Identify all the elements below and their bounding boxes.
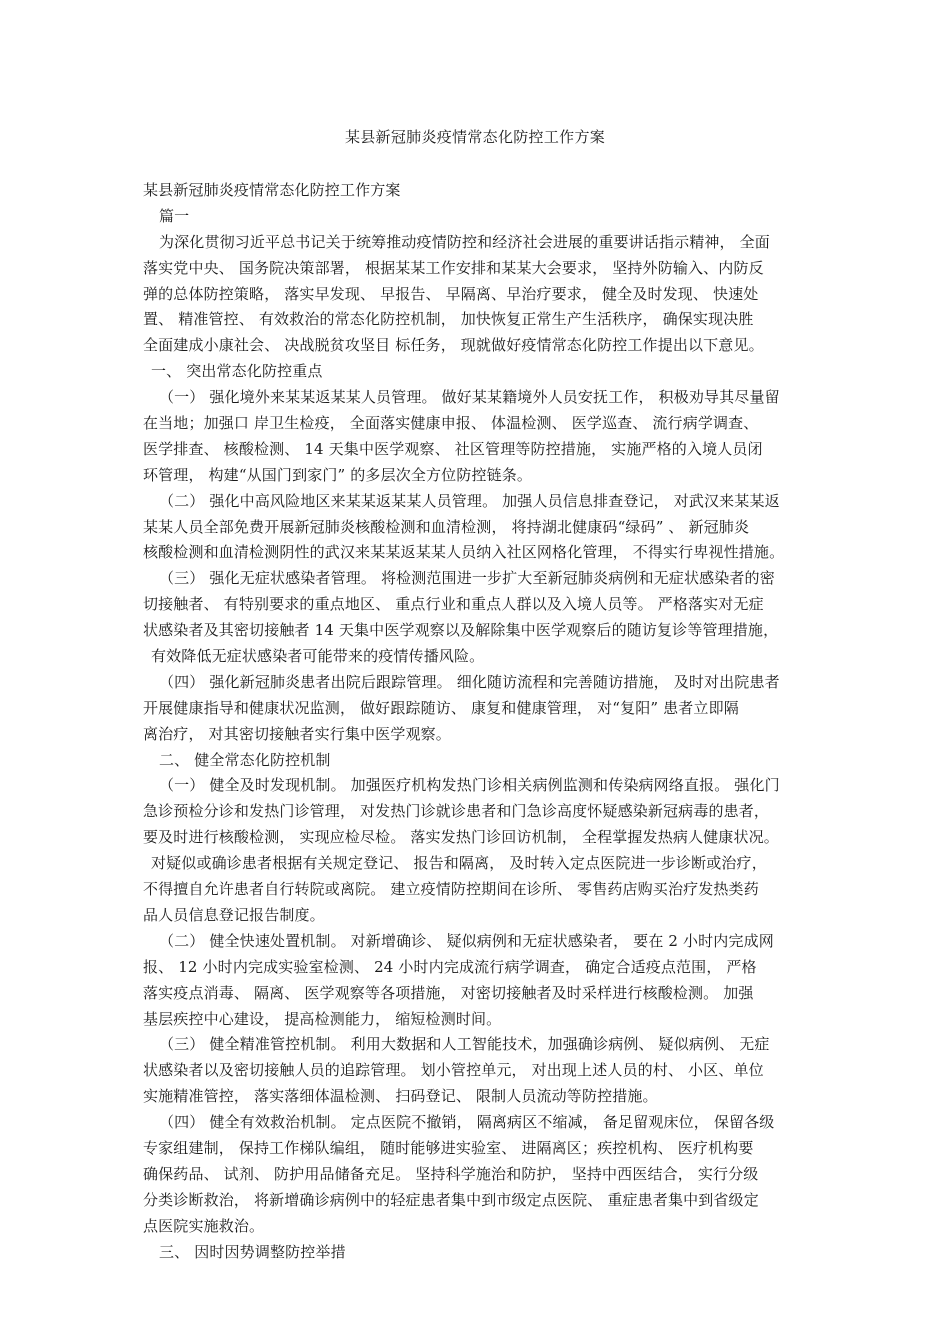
paragraph-line: 开展健康指导和健康状况监测， 做好跟踪随访、 康复和健康管理， 对“复阳” 患者立即隔: [143, 698, 739, 717]
document-title: 某县新冠肺炎疫情常态化防控工作方案: [344, 128, 606, 146]
paragraph-line: 分类诊断救治， 将新增确诊病例中的轻症患者集中到市级定点医院、 重症患者集中到省级定: [143, 1190, 759, 1209]
paragraph-line: 对疑似或确诊患者根据有关规定登记、 报告和隔离， 及时转入定点医院进一步诊断或治疗，: [151, 854, 767, 873]
paragraph-line: 落实党中央、 国务院决策部署， 根据某某工作安排和某某大会要求， 坚持外防输入、内防反: [143, 258, 764, 277]
paragraph-line: 品人员信息登记报告制度。: [143, 905, 325, 924]
section-heading: 二、 健全常态化防控机制: [159, 750, 331, 769]
paragraph-line: （二） 强化中高风险地区来某某返某某人员管理。 加强人员信息排查登记， 对武汉来某某返: [159, 491, 780, 510]
paragraph-line: 状感染者以及密切接触人员的追踪管理。 划小管控单元， 对出现上述人员的村、 小区、单位: [143, 1061, 764, 1080]
section-heading: 三、 因时因势调整防控举措: [159, 1242, 346, 1261]
paragraph-line: （四） 强化新冠肺炎患者出院后跟踪管理。 细化随访流程和完善随访措施， 及时对出院患者: [159, 672, 780, 691]
paragraph-line: 为深化贯彻习近平总书记关于统筹推动疫情防控和经济社会进展的重要讲话指示精神， 全面: [159, 232, 770, 251]
document-subtitle: 某县新冠肺炎疫情常态化防控工作方案: [143, 181, 401, 199]
paragraph-line: 状感染者及其密切接触者 14 天集中医学观察以及解除集中医学观察后的随访复诊等管理措施，: [143, 621, 779, 640]
paragraph-line: 置、 精准管控、 有效救治的常态化防控机制， 加快恢复正常生产生活秩序， 确保实现决胜: [143, 310, 754, 329]
paragraph-line: 专家组建制， 保持工作梯队编组， 随时能够进实验室、 进隔离区；疾控机构、 医疗机构要: [143, 1138, 754, 1157]
document-body: [143, 178, 815, 1265]
paragraph-line: 确保药品、 试剂、 防护用品储备充足。 坚持科学施治和防护， 坚持中西医结合， 实行分级: [143, 1164, 759, 1183]
paragraph-line: （二） 健全快速处置机制。 对新增确诊、 疑似病例和无症状感染者， 要在 2 小时内完成网: [159, 931, 774, 950]
paragraph-line: 急诊预检分诊和发热门诊管理， 对发热门诊就诊患者和门急诊高度怀疑感染新冠病毒的患者，: [143, 802, 770, 821]
paragraph-line: 落实疫点消毒、 隔离、 医学观察等各项措施， 对密切接触者及时采样进行核酸检测。 加强: [143, 983, 754, 1002]
paragraph-line: 实施精准管控， 落实落细体温检测、 扫码登记、 限制人员流动等防控措施。: [143, 1087, 658, 1106]
paragraph-line: 在当地；加强口 岸卫生检疫， 全面落实健康申报、 体温检测、 医学巡查、 流行病学调查、: [143, 414, 759, 433]
paragraph-line: （四） 健全有效救治机制。 定点医院不撤销， 隔离病区不缩减， 备足留观床位， 保留各级: [159, 1113, 775, 1132]
section-heading: 一、 突出常态化防控重点: [151, 362, 323, 381]
paragraph-line: 核酸检测和血清检测阴性的武汉来某某返某某人员纳入社区网格化管理， 不得实行卑视性措施。: [143, 543, 785, 562]
paragraph-line: 全面建成小康社会、 决战脱贫攻坚目 标任务， 现就做好疫情常态化防控工作提出以下意见。: [143, 336, 764, 355]
paragraph-line: 环管理， 构建“从国门到家门” 的多层次全方位防控链条。: [143, 465, 533, 484]
paragraph-line: （三） 强化无症状感染者管理。 将检测范围进一步扩大至新冠肺炎病例和无症状感染者的密: [159, 569, 775, 588]
paragraph-line: 某某人员全部免费开展新冠肺炎核酸检测和血清检测， 将持湖北健康码“绿码” 、 新冠肺炎: [143, 517, 750, 536]
paragraph-line: 不得擅自允许患者自行转院或离院。 建立疫情防控期间在诊所、 零售药店购买治疗发热类药: [143, 880, 759, 899]
paragraph-line: （三） 健全精准管控机制。 利用大数据和人工智能技术，加强确诊病例、 疑似病例、 无症: [159, 1035, 770, 1054]
paragraph-line: 要及时进行核酸检测， 实现应检尽检。 落实发热门诊回访机制， 全程掌握发热病人健康状况。: [143, 828, 779, 847]
section-label: 篇一: [159, 206, 190, 225]
paragraph-line: 切接触者、 有特别要求的重点地区、 重点行业和重点人群以及入境人员等。 严格落实对无症: [143, 595, 764, 614]
paragraph-line: 点医院实施救治。: [143, 1216, 265, 1235]
paragraph-line: （一） 健全及时发现机制。 加强医疗机构发热门诊相关病例监测和传染病网络直报。 强化门: [159, 776, 780, 795]
paragraph-line: （一） 强化境外来某某返某某人员管理。 做好某某籍境外人员安抚工作， 积极劝导其尽量留: [159, 388, 780, 407]
paragraph-line: 离治疗， 对其密切接触者实行集中医学观察。: [143, 724, 451, 743]
paragraph-line: 基层疾控中心建设， 提高检测能力， 缩短检测时间。: [143, 1009, 502, 1028]
paragraph-line: 弹的总体防控策略， 落实早发现、 早报告、 早隔离、早治疗要求， 健全及时发现、 快速处: [143, 284, 759, 303]
paragraph-line: 医学排查、 核酸检测、 14 天集中医学观察、 社区管理等防控措施， 实施严格的入境人员闭: [143, 439, 763, 458]
paragraph-line: 有效降低无症状感染者可能带来的疫情传播风险。: [151, 647, 485, 666]
paragraph-line: 报、 12 小时内完成实验室检测、 24 小时内完成流行病学调查， 确定合适疫点范围， 严格: [143, 957, 757, 976]
